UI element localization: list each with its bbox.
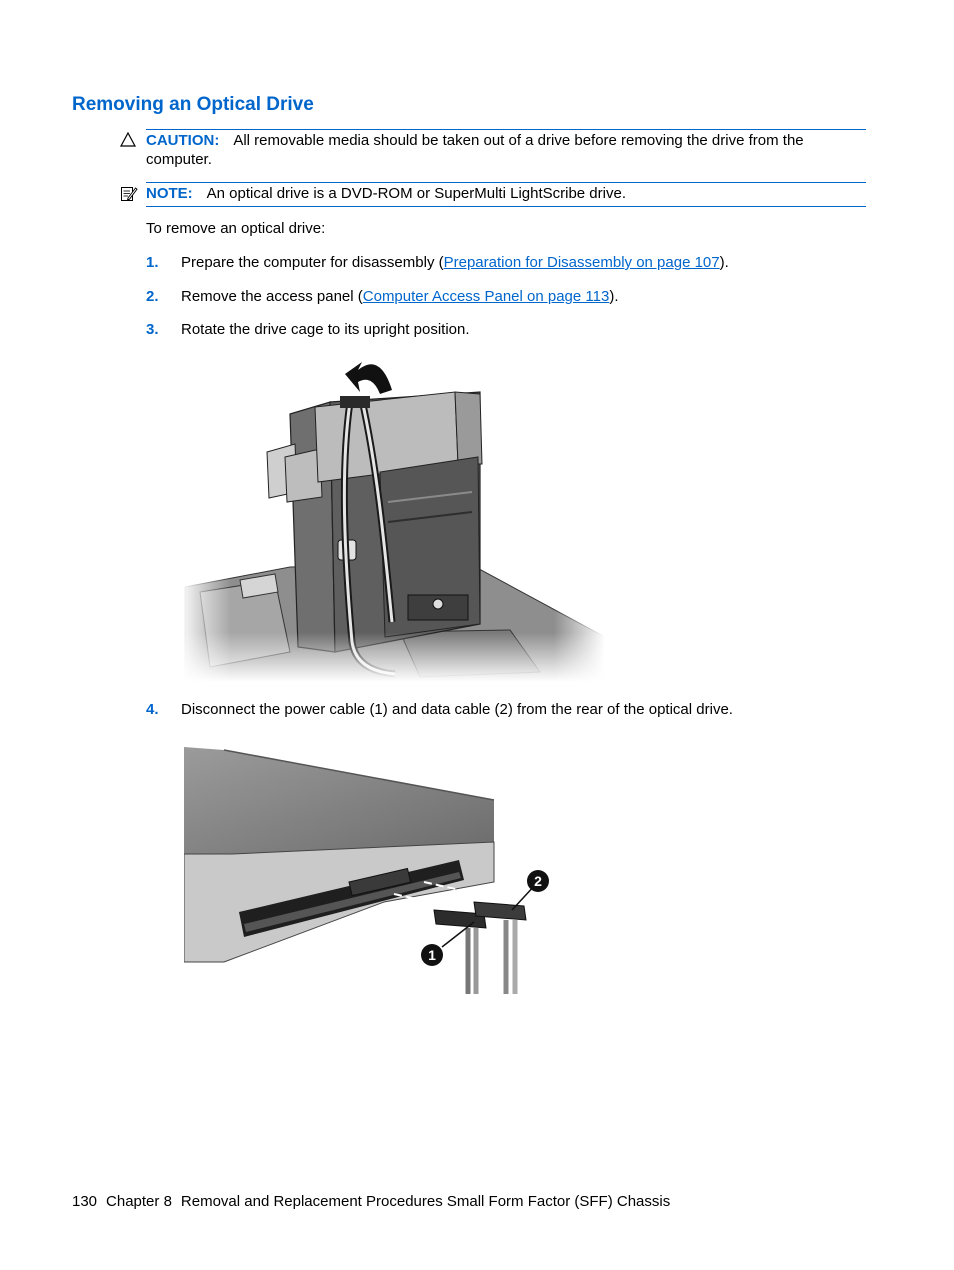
step-number: 1. — [146, 254, 159, 271]
callout-2 — [527, 870, 549, 892]
note-notice — [146, 182, 866, 207]
step-number: 3. — [146, 321, 159, 338]
intro-text: To remove an optical drive: — [146, 220, 326, 237]
step-number: 4. — [146, 701, 159, 718]
svg-text:2: 2 — [534, 873, 542, 889]
svg-text:1: 1 — [428, 947, 436, 963]
page-footer — [72, 1193, 679, 1210]
caution-label: CAUTION: — [146, 132, 220, 149]
note-text: An optical drive is a DVD-ROM or SuperMulti LightScribe drive. — [206, 185, 626, 202]
step-text: Disconnect the power cable (1) and data cable (2) from the rear of the optical drive. — [181, 701, 733, 718]
section-title: Removing an Optical Drive — [72, 94, 314, 115]
optical-drive-cables-illustration — [184, 742, 554, 997]
caution-triangle-icon — [120, 132, 136, 152]
step-text: Rotate the drive cage to its upright position. — [181, 321, 470, 338]
footer-chapter: Chapter 8 — [106, 1193, 172, 1210]
step-text: Remove the access panel ( — [181, 288, 363, 305]
link-computer-access-panel[interactable]: Computer Access Panel on page 113 — [362, 288, 610, 305]
step-text-end: ). — [719, 254, 729, 271]
link-preparation-for-disassembly[interactable]: Preparation for Disassembly on page 107 — [443, 254, 720, 271]
step-text: Prepare the computer for disassembly ( — [181, 254, 444, 271]
step-number: 2. — [146, 288, 159, 305]
footer-title: Removal and Replacement Procedures Small Form Factor (SFF) Chassis — [180, 1193, 671, 1210]
step-text-end: ). — [609, 288, 619, 305]
caution-notice — [146, 129, 866, 169]
page-number: 130 — [72, 1193, 98, 1210]
caution-text: All removable media should be taken out of a drive before removing the drive from the computer. — [146, 132, 804, 168]
callout-1 — [421, 944, 443, 966]
note-label: NOTE: — [146, 185, 193, 202]
note-pad-icon — [120, 185, 138, 208]
drive-cage-illustration — [180, 352, 605, 682]
